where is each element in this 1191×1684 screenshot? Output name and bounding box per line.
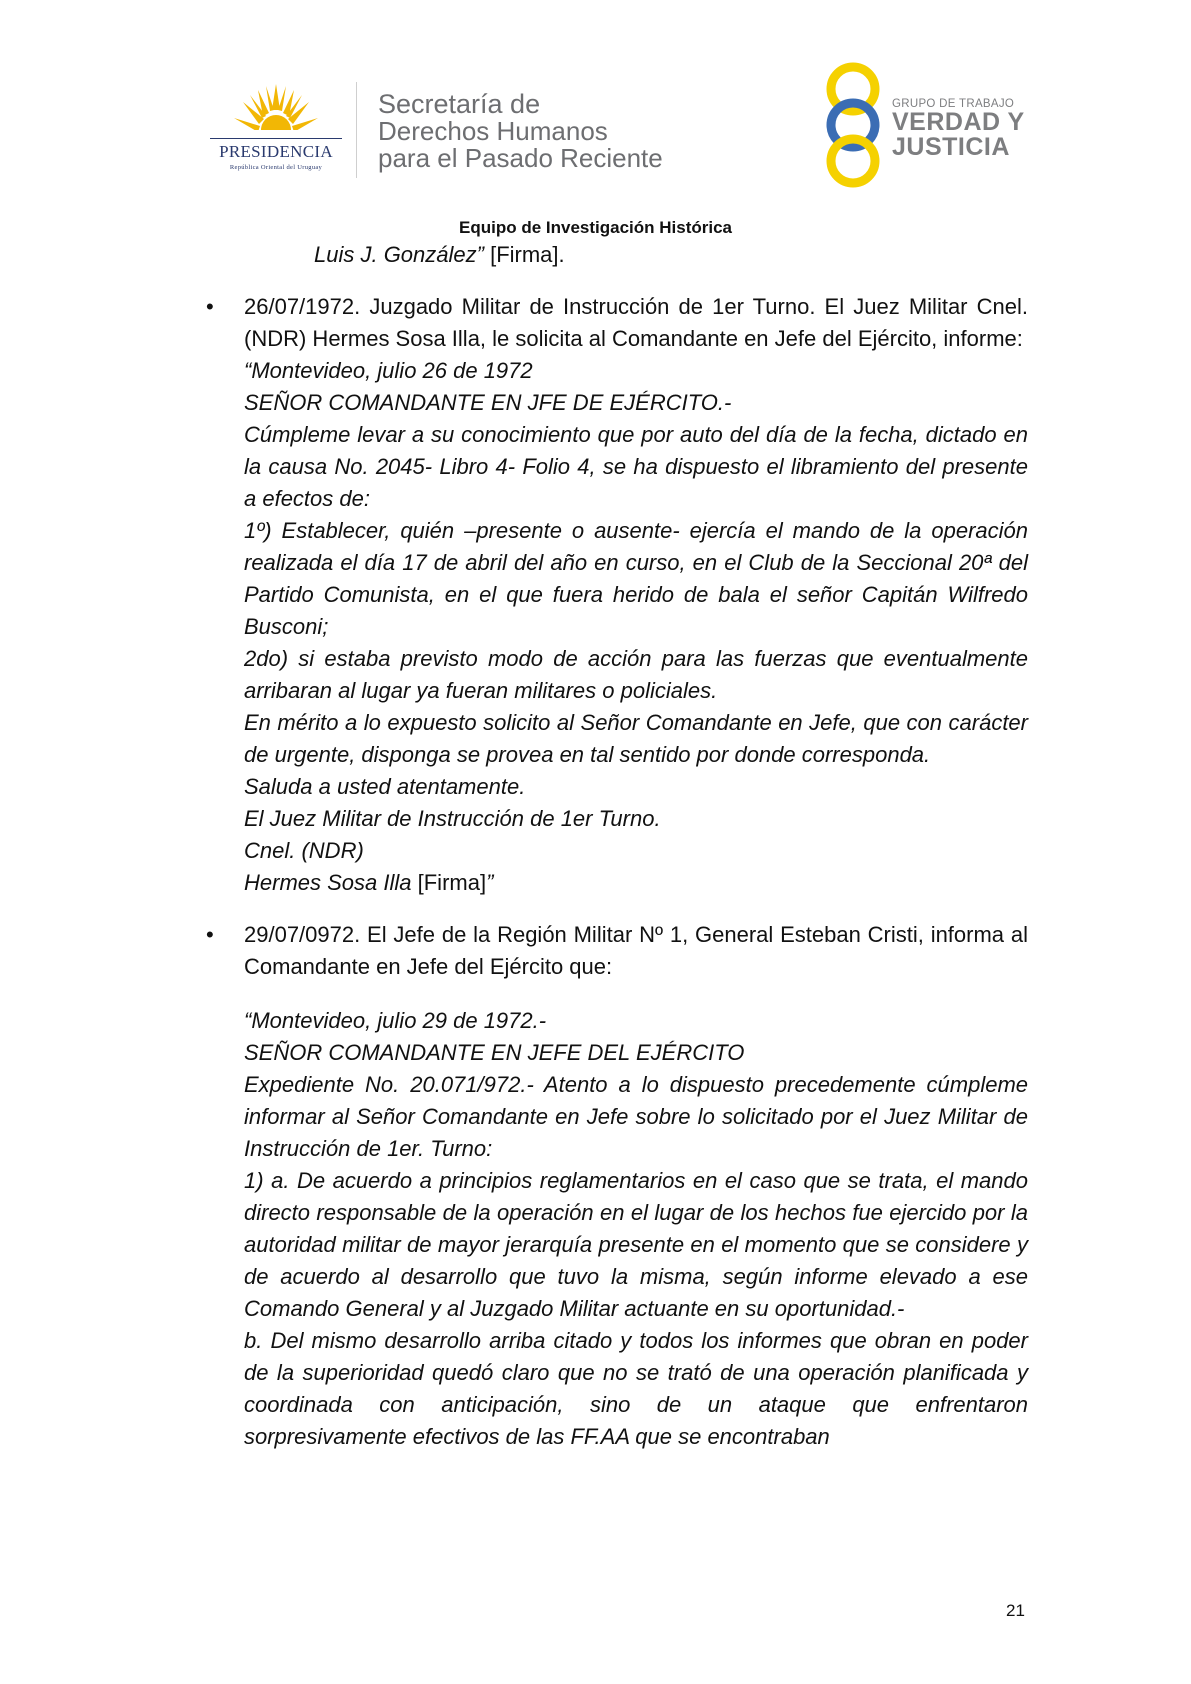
equipo-heading: Equipo de Investigación Histórica xyxy=(459,218,732,237)
quote-paragraph: 2do) si estaba previsto modo de acción para las fuerzas que eventualmente arribaran al lugar ya fueran militares o policiales. xyxy=(244,646,1028,703)
quote-paragraph: Expediente No. 20.071/972.- Atento a lo dispuesto precedemente cúmpleme informar al Señor Comandante en Jefe sobre lo solicitado por el Juez Militar de Instrucción de 1er. Turno: xyxy=(244,1072,1028,1161)
entry-intro: 26/07/1972. Juzgado Militar de Instrucción de 1er Turno. El Juez Militar Cnel. (NDR) Hermes Sosa Illa, le solicita al Comandante en Jefe del Ejército, informe: xyxy=(244,294,1028,351)
bullet-marker: • xyxy=(206,922,214,947)
continuation-line xyxy=(244,239,1028,271)
signatory-name: Hermes Sosa Illa xyxy=(244,870,412,895)
page-number: 21 xyxy=(1006,1601,1025,1620)
quote-line: SEÑOR COMANDANTE EN JFE DE EJÉRCITO.- xyxy=(244,390,732,415)
quote-line: Cnel. (NDR) xyxy=(244,838,364,863)
secretaria-line-2: Derechos Humanos xyxy=(378,116,608,146)
quote-paragraph: 1) a. De acuerdo a principios reglamentarios en el caso que se trata, el mando directo responsable de la operación en el lugar de los hechos fue ejercido por la autoridad militar de mayor jerarquía presente en el momento que se considere y de acuerdo al desarrollo que tuvo la misma, según informe elevado a ese Comando General y al Juzgado Militar actuante en su oportunidad.- xyxy=(244,1168,1028,1321)
entry-intro: 29/07/0972. El Jefe de la Región Militar Nº 1, General Esteban Cristi, informa al Comandante en Jefe del Ejército que: xyxy=(244,922,1028,979)
list-item xyxy=(206,919,1028,1453)
quote-paragraph: 1º) Establecer, quién –presente o ausente- ejercía el mando de la operación realizada el día 17 de abril del año en curso, en el Club de la Seccional 20ª del Partido Comunista, en el que fuera herido de bala el señor Capitán Wilfredo Busconi; xyxy=(244,518,1028,639)
quote-paragraph: En mérito a lo expuesto solicito al Señor Comandante en Jefe, que con carácter de urgente, disponga se provea en tal sentido por donde corresponda. xyxy=(244,710,1028,767)
presidencia-title: PRESIDENCIA xyxy=(219,142,333,161)
closing-quote: ” xyxy=(486,870,494,895)
bullet-marker: • xyxy=(206,294,214,319)
header-divider xyxy=(356,82,357,178)
sun-emblem-icon xyxy=(196,80,356,140)
firma-note: [Firma]. xyxy=(483,242,565,267)
presidencia-logo xyxy=(196,80,356,180)
document-body xyxy=(206,239,1028,1453)
gtvj-line-1: GRUPO DE TRABAJO xyxy=(892,98,1015,110)
secretaria-line-3: para el Pasado Reciente xyxy=(378,143,663,173)
presidencia-subtitle: República Oriental del Uruguay xyxy=(229,164,323,171)
quote-paragraph: Cúmpleme levar a su conocimiento que por auto del día de la fecha, dictado en la causa No. 2045- Libro 4- Folio 4, se ha dispuesto el libramiento del presente a efectos de: xyxy=(244,422,1028,511)
verdad-justicia-logo-text xyxy=(892,98,1025,160)
quote-line: Saluda a usted atentamente. xyxy=(244,774,526,799)
gtvj-line-2: VERDAD Y xyxy=(892,108,1025,136)
gtvj-line-3: JUSTICIA xyxy=(892,133,1010,161)
quote-paragraph: b. Del mismo desarrollo arriba citado y todos los informes que obran en poder de la superioridad quedó claro que no se trató de una operación planificada y coordinada con anticipación, sino de un ataque que enfrentaron sorpresivamente efectivos de las FF.AA que se encontraban xyxy=(244,1328,1028,1449)
quote-line: “Montevideo, julio 26 de 1972 xyxy=(244,358,533,383)
presidencia-rule xyxy=(210,138,342,139)
signatory-name: Luis J. González” xyxy=(314,242,484,267)
list-item xyxy=(206,291,1028,899)
verdad-justicia-rings-icon xyxy=(813,62,893,188)
quote-signature xyxy=(244,867,1028,899)
secretaria-logo-text xyxy=(378,91,663,172)
quote-line: “Montevideo, julio 29 de 1972.- xyxy=(244,1008,547,1033)
firma-note: [Firma] xyxy=(411,870,487,895)
secretaria-line-1: Secretaría de xyxy=(378,89,541,119)
quote-line: SEÑOR COMANDANTE EN JEFE DEL EJÉRCITO xyxy=(244,1040,745,1065)
page-header xyxy=(0,0,1191,215)
quote-line: El Juez Militar de Instrucción de 1er Turno. xyxy=(244,806,661,831)
